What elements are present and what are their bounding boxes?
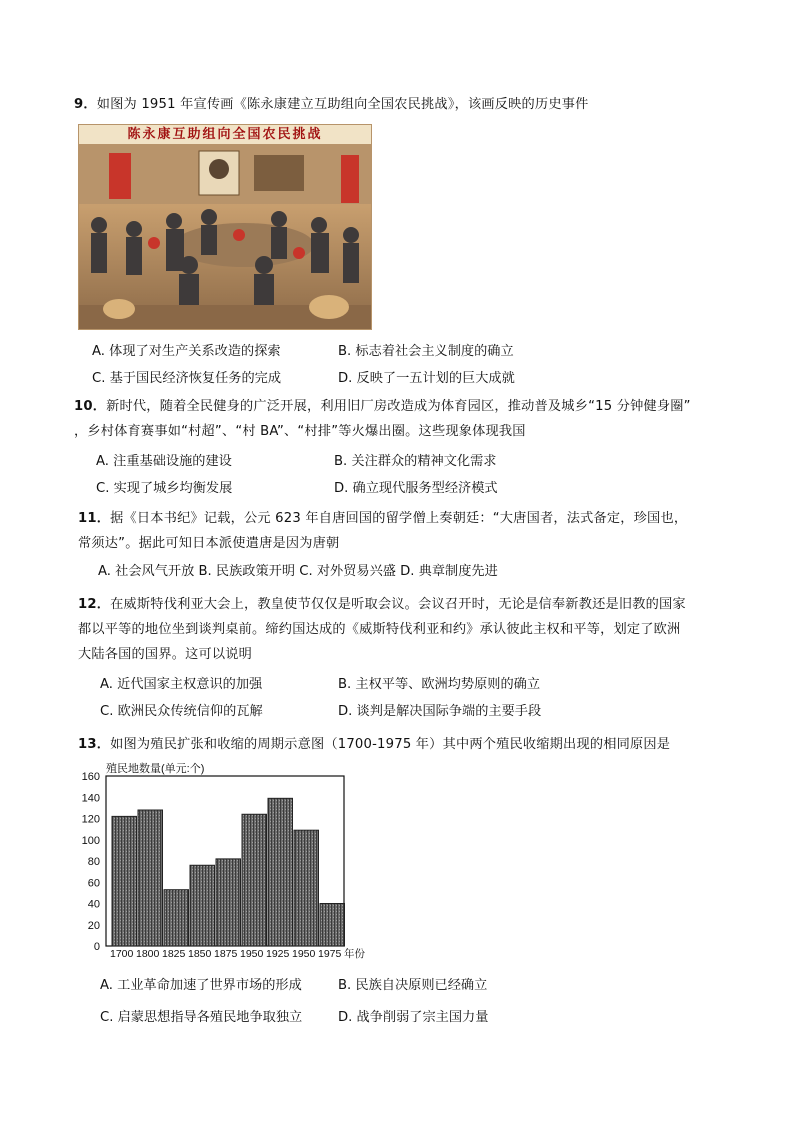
- bar: [164, 890, 189, 946]
- question-number: 12．: [78, 597, 111, 612]
- x-tick-label: 1800: [136, 948, 160, 960]
- y-tick-label: 140: [81, 792, 100, 805]
- bar: [190, 865, 215, 946]
- question-text-line2: ，乡村体育赛事如“村超”、“村 BA”、“村排”等火爆出圈。这些现象体现我国: [74, 424, 526, 439]
- question-number: 13．: [78, 737, 111, 752]
- y-tick-label: 100: [81, 834, 100, 847]
- q12-option-c[interactable]: C. 欧洲民众传统信仰的瓦解: [100, 704, 263, 719]
- question-number: 11．: [78, 511, 111, 526]
- question-text-line2: 常须达”。据此可知日本派使遣唐是因为唐朝: [78, 536, 340, 551]
- q12-option-b[interactable]: B. 主权平等、欧洲均势原则的确立: [338, 677, 541, 692]
- bar: [242, 814, 267, 946]
- question-number: 10．: [74, 399, 107, 414]
- question-10-stem: [74, 394, 734, 444]
- x-tick-label: 1875: [214, 948, 238, 960]
- y-tick-label: 160: [81, 771, 100, 783]
- q12-option-a[interactable]: A. 近代国家主权意识的加强: [100, 677, 263, 692]
- question-text: 如图为 1951 年宣传画《陈永康建立互助组向全国农民挑战》，该画反映的历史事件: [96, 97, 589, 112]
- q13-option-b[interactable]: B. 民族自决原则已经确立: [338, 978, 488, 993]
- q10-option-d[interactable]: D. 确立现代服务型经济模式: [334, 481, 498, 496]
- question-text-line1: 新时代，随着全民健身的广泛开展，利用旧厂房改造成为体育园区，推动普及城乡“15 分钟健身圈”: [106, 399, 691, 414]
- question-text-line1: 据《日本书纪》记载，公元 623 年自唐回国的留学僧上奏朝廷：“大唐国者，法式备定，珍国也，: [110, 511, 688, 526]
- bar: [294, 830, 319, 946]
- question-13-stem: [78, 732, 738, 757]
- q11-options[interactable]: A. 社会风气开放 B. 民族政策开明 C. 对外贸易兴盛 D. 典章制度先进: [98, 564, 498, 579]
- y-tick-label: 80: [87, 856, 100, 868]
- q13-option-c[interactable]: C. 启蒙思想指导各殖民地争取独立: [100, 1010, 303, 1025]
- q13-option-d[interactable]: D. 战争削弱了宗主国力量: [338, 1010, 489, 1025]
- bar: [320, 904, 345, 947]
- question-text-line1: 在威斯特伐利亚大会上，教皇使节仅仅是听取会议。会议召开时，无论是信奉新教还是旧教的国家: [110, 597, 686, 612]
- q10-option-b[interactable]: B. 关注群众的精神文化需求: [334, 454, 497, 469]
- x-tick-label: 1925: [266, 948, 290, 960]
- q9-option-d[interactable]: D. 反映了一五计划的巨大成就: [338, 371, 515, 386]
- y-tick-label: 60: [87, 877, 100, 890]
- question-number: 9．: [74, 97, 97, 112]
- question-11-stem: [78, 506, 728, 556]
- q10-option-a[interactable]: A. 注重基础设施的建设: [96, 454, 232, 469]
- bar: [138, 810, 163, 946]
- q9-option-c[interactable]: C. 基于国民经济恢复任务的完成: [92, 371, 282, 386]
- propaganda-poster-image: [78, 124, 372, 330]
- x-tick-label: 1975: [318, 948, 342, 960]
- x-tick-label: 1950: [292, 948, 316, 960]
- y-tick-label: 120: [81, 813, 100, 826]
- poster-banner-text: 陈永康互助组向全国农民挑战: [79, 125, 371, 144]
- x-tick-label: 1825: [162, 948, 186, 960]
- question-text-line3: 大陆各国的国界。这可以说明: [78, 647, 253, 662]
- x-tick-label: 1950: [240, 948, 264, 960]
- bar: [112, 816, 137, 946]
- q9-option-b[interactable]: B. 标志着社会主义制度的确立: [338, 344, 514, 359]
- q10-option-c[interactable]: C. 实现了城乡均衡发展: [96, 481, 233, 496]
- x-tick-label: 1700: [110, 948, 134, 960]
- poster-illustration: [79, 125, 371, 329]
- q9-option-a[interactable]: A. 体现了对生产关系改造的探索: [92, 344, 281, 359]
- y-tick-label: 40: [87, 898, 100, 911]
- question-text-line2: 都以平等的地位坐到谈判桌前。缔约国达成的《威斯特伐利亚和约》承认彼此主权和平等，划定了欧洲: [78, 622, 681, 637]
- colonies-bar-chart: [76, 760, 396, 960]
- bar: [216, 859, 241, 946]
- question-text: 如图为殖民扩张和收缩的周期示意图（1700-1975 年）其中两个殖民收缩期出现的相同原因是: [110, 737, 671, 752]
- y-axis-label: 殖民地数量(单元:个): [106, 763, 205, 775]
- x-tick-label: 1850: [188, 948, 212, 960]
- question-12-stem: [78, 592, 728, 667]
- q13-option-a[interactable]: A. 工业革命加速了世界市场的形成: [100, 978, 302, 993]
- bar: [268, 798, 293, 946]
- y-tick-label: 20: [87, 919, 100, 932]
- question-9-stem: [74, 92, 724, 117]
- x-tick-label: 年份: [344, 948, 365, 960]
- chart-svg: [76, 760, 396, 960]
- y-tick-label: 0: [93, 941, 100, 953]
- q12-option-d[interactable]: D. 谈判是解决国际争端的主要手段: [338, 704, 542, 719]
